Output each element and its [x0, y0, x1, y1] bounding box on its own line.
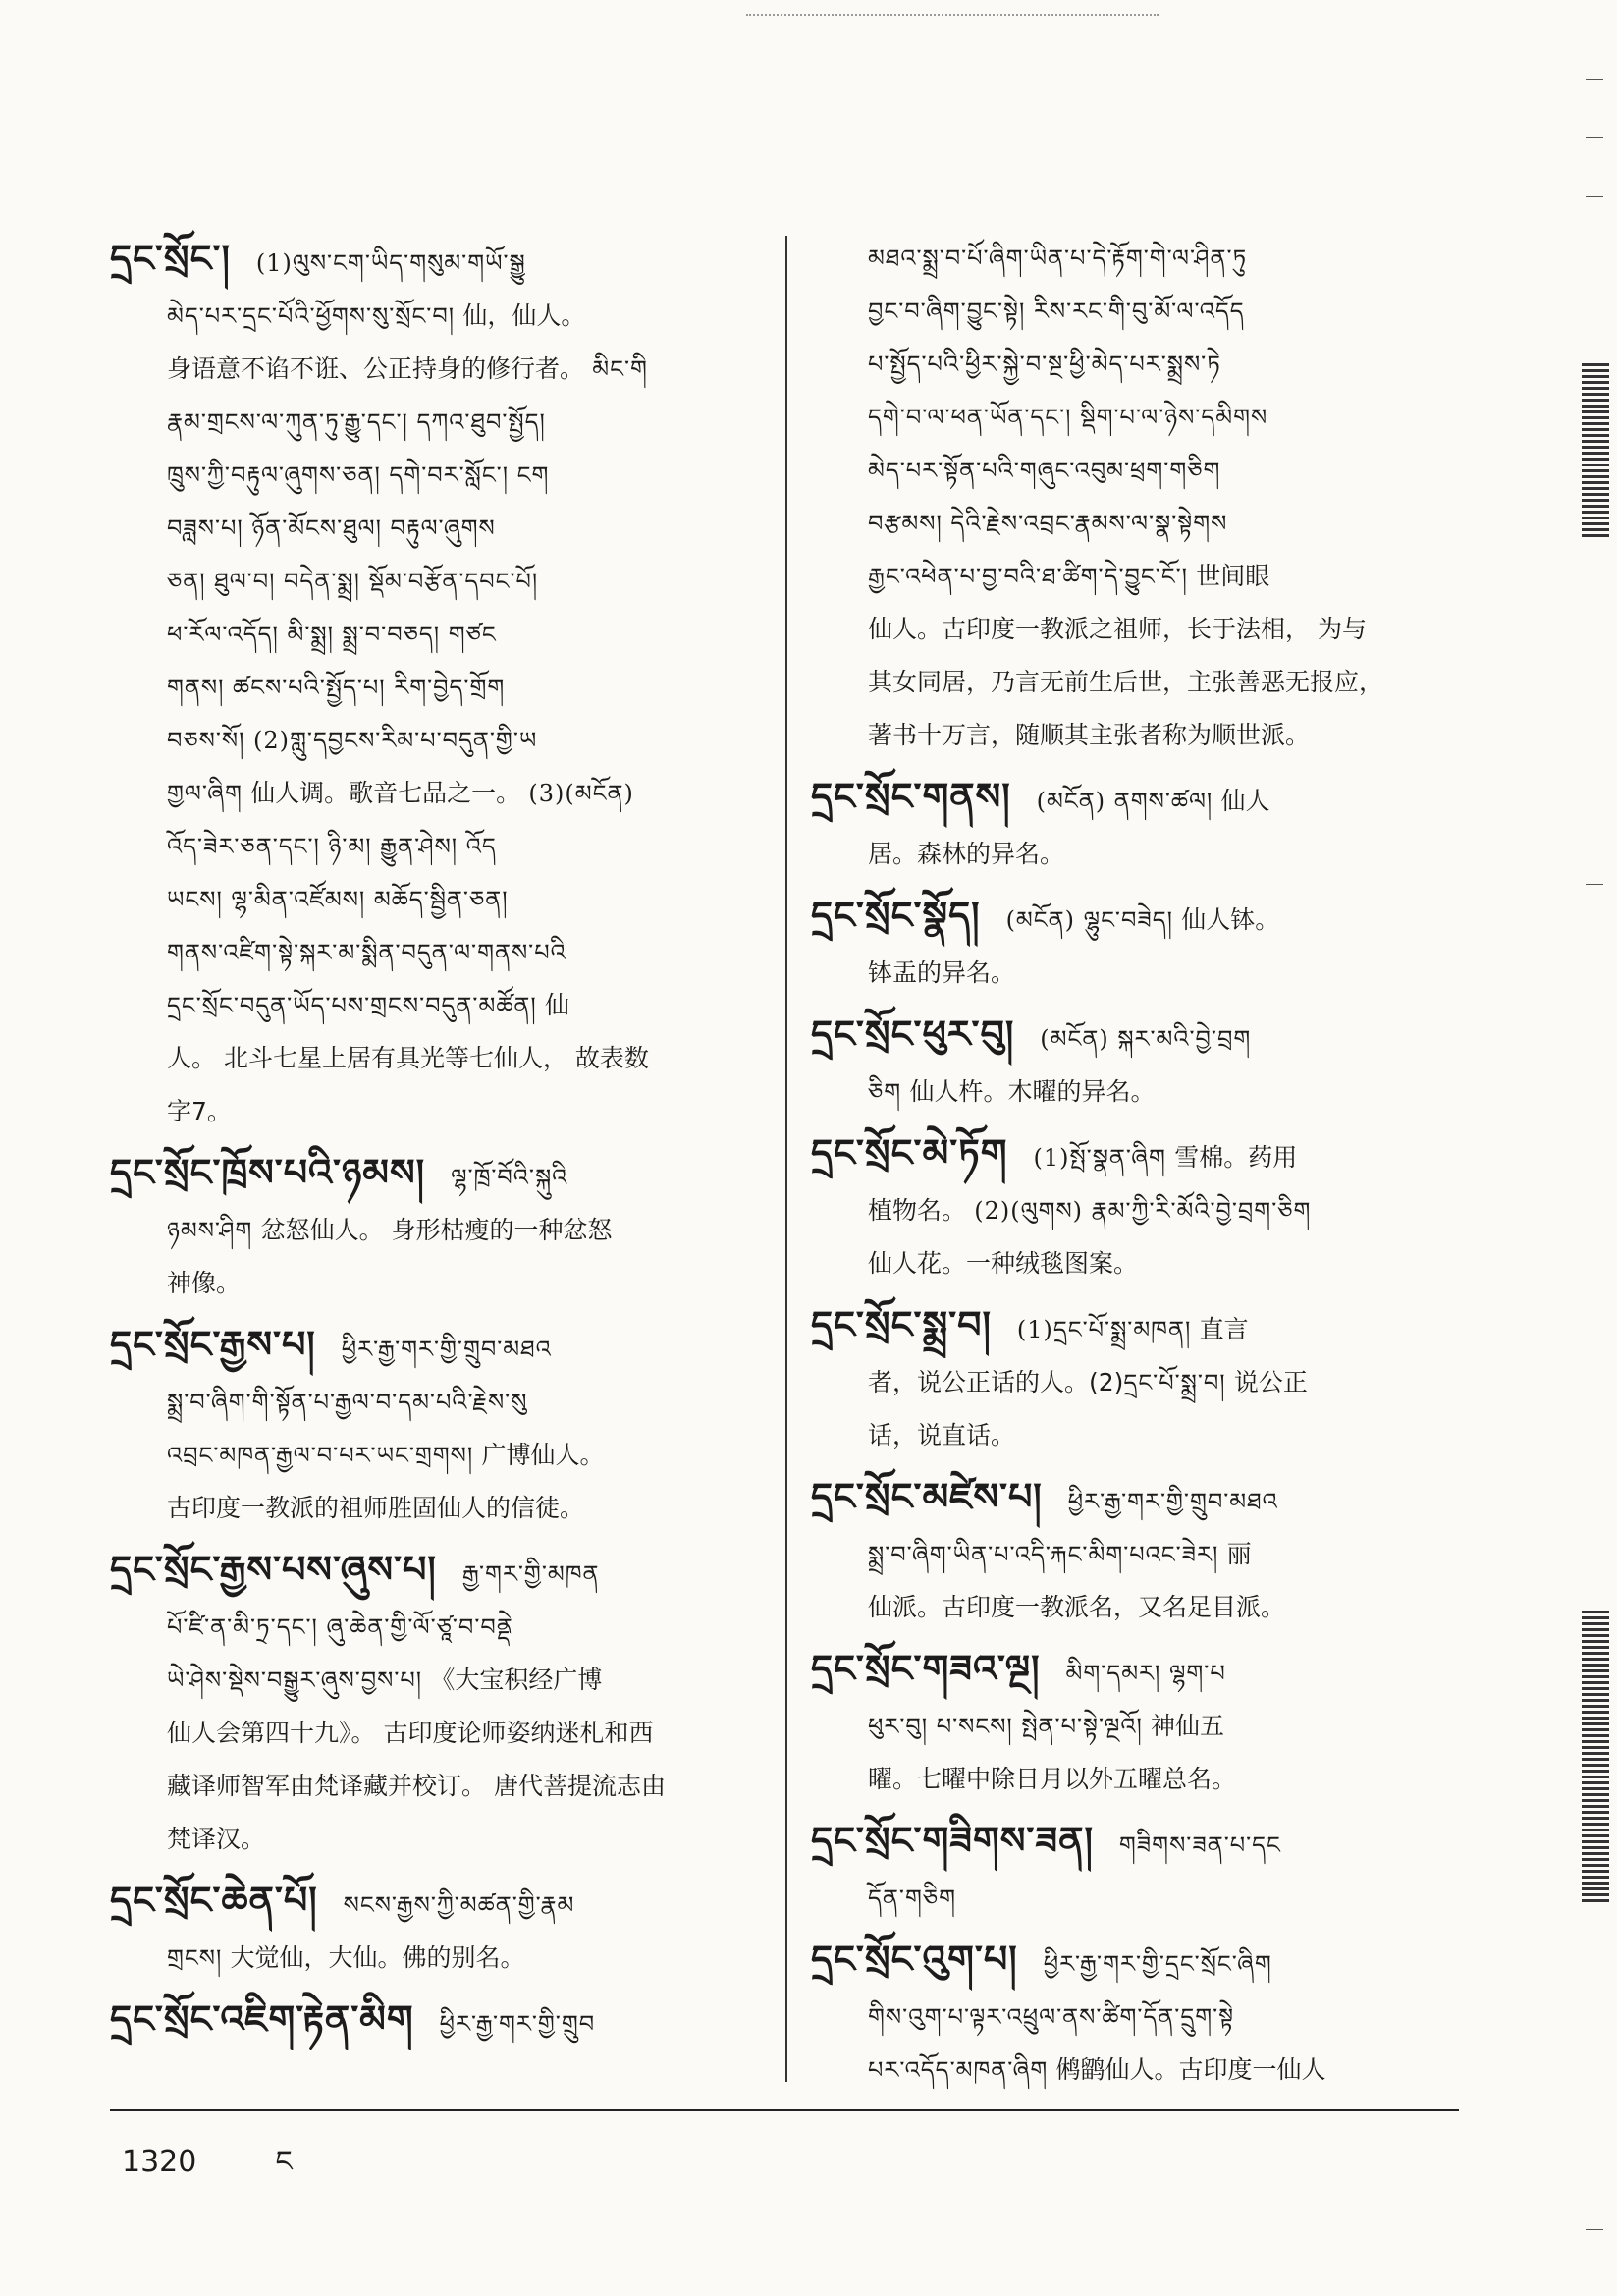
headword: དྲང་སྲོང་སྨྲ་བ། — [811, 1302, 992, 1346]
entry-sage-bowl — [811, 889, 1459, 1000]
definition-tibetan: (མངོན) སྐར་མའི་བྱེ་བྲག — [1040, 1025, 1252, 1053]
headword: དྲང་སྲོང་སྣོད། — [811, 893, 981, 937]
synonym-list: གནས། ཚངས་པའི་སྤྱོད་པ། རིག་བྱེད་གྲོག — [167, 674, 506, 701]
column-divider — [785, 236, 787, 2082]
definition-chinese: 藏译师智军由梵译藏并校订。 唐代菩提流志由 — [167, 1772, 666, 1800]
headword: དྲང་སྲོང་རྒྱས་པ། — [110, 1322, 316, 1366]
definition-tibetan: བཅས་སོ། (2)གླུ་དབྱངས་རིམ་པ་བདུན་གྱི་ཡ — [167, 727, 538, 754]
headword: དྲང་སྲོང་འཇིག་རྟེན་མིག — [110, 1996, 414, 2041]
definition-tibetan: སངས་རྒྱས་ཀྱི་མཚན་གྱི་རྣམ — [343, 1891, 575, 1919]
definition-tibetan: ཕྱིར་རྒྱ་གར་གྱི་གྲུབ་མཐའ — [1067, 1488, 1278, 1515]
definition-tibetan: ཕྱིར་རྒྱ་གར་གྱི་གྲུབ་མཐའ — [341, 1336, 552, 1363]
definition-tibetan: (1)ལུས་ངག་ཡིད་གསུམ་གཡོ་སྒྱུ — [255, 249, 526, 277]
edge-thumb-index — [1582, 1611, 1609, 1905]
definition-chinese: 仙，仙人。 — [462, 301, 586, 330]
edge-tick — [1586, 196, 1603, 197]
definition-tibetan: ལྷ་ཁྲོ་བོའི་སྐུའི — [451, 1164, 568, 1191]
definition-chinese: 居。森林的异名。 — [868, 840, 1065, 868]
edge-thumb-index — [1582, 363, 1609, 540]
entry-great-sage — [110, 1874, 766, 1985]
edge-tick — [1586, 79, 1603, 80]
definition-tibetan: ཅིག — [868, 1078, 902, 1106]
synonym-list: རྣམ་གྲངས་ལ་ཀུན་ཏུ་རྒྱུ་དང་། དཀའ་ཐུབ་སྤྱོད། — [167, 409, 546, 436]
definition-chinese: 古印度一教派的祖师胜固仙人的信徒。 — [167, 1494, 585, 1522]
entry-world-eye-sage — [110, 1993, 766, 2050]
synonym-list: ཅན། ཐུལ་བ། བདེན་སྨྲ། སྡོམ་བརྩོན་དབང་པོ། — [167, 568, 539, 595]
definition-tibetan: དྲང་པོ་སྨྲ་བ། — [1123, 1369, 1226, 1396]
headword: དྲང་སྲོང་ཕུར་བུ། — [811, 1011, 1015, 1056]
definition-chinese: 仙人杵。木曜的异名。 — [909, 1077, 1156, 1106]
definition-chinese: 仙人。古印度一教派之祖师，长于法相， 为与 — [868, 615, 1367, 643]
headword: དྲང་སྲོང་། — [110, 236, 231, 280]
definition-tibetan: ཕུར་བུ། པ་སངས། སྤེན་པ་སྟེ་ལྔའོ། — [868, 1713, 1143, 1740]
page-number: 1320 — [122, 2145, 197, 2179]
definition-chinese: 世间眼 — [1196, 562, 1270, 590]
edge-tick — [1586, 884, 1603, 885]
definition-chinese: 身语意不谄不诳、公正持身的修行者。 — [167, 355, 585, 383]
definition-chinese: 仙人花。一种绒毯图案。 — [868, 1249, 1139, 1278]
definition-chinese: 植物名。 — [868, 1196, 967, 1225]
headword: དྲང་སྲོང་འུག་པ། — [811, 1937, 1018, 1981]
left-column — [110, 232, 766, 2058]
definition-chinese: 仙 — [545, 991, 570, 1019]
scan-top-artifact — [746, 14, 1159, 16]
headword: དྲང་སྲོང་གཟིགས་ཟན། — [811, 1818, 1094, 1862]
definition-chinese: 人。 北斗七星上居有具光等七仙人， 故表数 — [167, 1044, 649, 1072]
definition-tibetan: པོ་ཛི་ན་མི་ཏྲ་དང་། ཞུ་ཆེན་གྱི་ལོ་ཙཱ་བ་བནྡེ — [167, 1613, 513, 1641]
entry-sage-abode — [811, 770, 1459, 881]
definition-tibetan: གིས་འུག་པ་ལྟར་འཕྲུལ་ནས་ཚིག་དོན་དྲུག་སྟེ — [868, 2003, 1235, 2031]
definition-chinese: 《大宝积经广博 — [430, 1666, 603, 1694]
definition-chinese: 神像。 — [167, 1269, 242, 1297]
headword: དྲང་སྲོང་ཆེན་པོ། — [110, 1878, 318, 1922]
definition-tibetan: དགེ་བ་ལ་ཕན་ཡོན་དང་། སྡིག་པ་ལ་ཉེས་དམིགས — [868, 404, 1268, 431]
definition-tibetan: གྲངས། — [167, 1944, 223, 1972]
synonym-list: བཟླས་པ། ཉོན་མོངས་ཐུལ། བརྟུལ་ཞུགས — [167, 515, 496, 542]
definition-tibetan: པར་འདོད་མཁན་ཞིག — [868, 2056, 1049, 2084]
definition-chinese: 忿怒仙人。 身形枯瘦的一种忿怒 — [260, 1216, 613, 1244]
definition-tibetan: བརྩམས། དེའི་རྗེས་འབྲང་རྣམས་ལ་སྣ་སྟེགས — [868, 510, 1228, 537]
definition-chinese: 说公正 — [1233, 1368, 1308, 1396]
entry-sage-flower — [811, 1126, 1459, 1290]
definition-tibetan: (མངོན) ནགས་ཚལ། — [1036, 788, 1213, 815]
definition-tibetan: ཕྱིར་རྒྱ་གར་གྱི་གྲུབ — [439, 2010, 596, 2038]
definition-tibetan: པ་སྤྱོད་པའི་ཕྱིར་སྐྱེ་བ་སྔ་ཕྱི་མེད་པར་སྨྲས་ཏེ — [868, 351, 1221, 378]
definition-chinese: 仙人会第四十九》。 古印度论师姿纳迷札和西 — [167, 1719, 654, 1747]
synonym-list: ཁྲུས་ཀྱི་བརྟུལ་ཞུགས་ཅན། དགེ་བར་སློང་། ངག — [167, 462, 550, 489]
entry-sage-pestle — [811, 1008, 1459, 1119]
synonym-list: ཕ་རོལ་འདོད། མི་སྨྲ། སྨྲ་བ་བཅད། གཙང — [167, 621, 497, 648]
headword: དྲང་སྲོང་མེ་ཏོག — [811, 1130, 1008, 1175]
definition-tibetan: ཡངས། ལྷ་མིན་འཛོམས། མཆོད་སྦྱིན་ཅན། — [167, 886, 509, 913]
entry-straight-speech — [811, 1298, 1459, 1462]
section-letter: ང — [275, 2145, 293, 2179]
definition-tibetan: ཉམས་ཤིག — [167, 1217, 253, 1244]
definition-tibetan: དོན་གཅིག — [868, 1885, 956, 1912]
definition-tibetan: སྨྲ་བ་ཞིག་ཡིན་པ་འདི་རྐང་མིག་པའང་ཟེར། — [868, 1541, 1219, 1568]
definition-tibetan: (མངོན) ལྷུང་བཟེད། — [1005, 906, 1173, 934]
definition-chinese: 著书十万言，随顺其主张者称为顺世派。 — [868, 721, 1311, 749]
definition-chinese: 鸺鹠仙人。古印度一仙人 — [1055, 2055, 1326, 2084]
definition-tibetan: བྱང་བ་ཞིག་བྱུང་སྟེ། རིས་རང་གི་བུ་མོ་ལ་འདོད — [868, 298, 1245, 325]
entry-five-planets — [811, 1642, 1459, 1806]
definition-tibetan: (1)སྤོ་སྣན་ཞིག — [1033, 1144, 1166, 1172]
definition-chinese: 丽 — [1226, 1540, 1252, 1568]
definition-tibetan: ཡེ་ཤེས་སྡེས་བསྒྱུར་ཞུས་བྱས་པ། — [167, 1667, 423, 1694]
definition-chinese: 其女同居，乃言无前生后世，主张善恶无报应， — [868, 668, 1384, 696]
entry-beautiful-sage — [811, 1470, 1459, 1634]
definition-tibetan: འབྲང་མཁན་རྒྱལ་བ་པར་ཡང་གྲགས། — [167, 1442, 474, 1469]
definition-tibetan: རྒྱང་འཕེན་པ་བྱ་བའི་ཐ་ཚིག་དེ་བྱུང་ངོ་། — [868, 563, 1188, 590]
definition-chinese: 仙人调。歌音七品之一。 — [250, 779, 521, 807]
definition-chinese: 仙派。古印度一教派名，又名足目派。 — [868, 1593, 1286, 1621]
definition-tibetan: རྒྱ་གར་གྱི་མཁན — [461, 1560, 600, 1588]
definition-chinese: 字7。 — [167, 1097, 232, 1125]
entry-vast-sage — [110, 1318, 766, 1535]
definition-chinese: 曜。七曜中除日月以外五曜总名。 — [868, 1765, 1237, 1793]
definition-chinese: 广博仙人。 — [481, 1441, 605, 1469]
definition-tibetan: སྨྲ་བ་ཞིག་གི་སྟོན་པ་རྒྱལ་བ་དམ་པའི་རྗེས་སུ — [167, 1389, 528, 1416]
definition-tibetan: མིང་གི — [592, 355, 648, 383]
definition-tibetan: གྱལ་ཞིག — [167, 780, 243, 807]
definition-tibetan: གནས་འཛིག་སྟེ་སྐར་མ་སྨིན་བདུན་ལ་གནས་པའི — [167, 939, 566, 966]
scan-edge-marks — [1582, 39, 1611, 2288]
headword: དྲང་སྲོང་མཛེས་པ། — [811, 1474, 1043, 1518]
definition-tibetan: མེད་པར་དྲང་པོའི་ཕྱོགས་སུ་སྲོང་བ། — [167, 302, 456, 330]
edge-tick — [1586, 2229, 1603, 2230]
definition-chinese: 梵译汉。 — [167, 1825, 266, 1853]
headword: དྲང་སྲོང་གནས། — [811, 774, 1011, 818]
definition-tibetan: དྲང་སྲོང་བདུན་ཡོད་པས་གྲངས་བདུན་མཚོན། — [167, 992, 537, 1019]
definition-chinese: 直言 — [1199, 1315, 1249, 1343]
definition-chinese: 仙人 — [1220, 787, 1270, 815]
footer-rule — [110, 2109, 1459, 2111]
definition-tibetan: གཟིགས་ཟན་པ་དང — [1118, 1831, 1281, 1859]
definition-chinese: 仙人钵。 — [1181, 905, 1280, 934]
definition-chinese: 话，说直话。 — [868, 1421, 1016, 1449]
edge-tick — [1586, 137, 1603, 138]
headword: དྲང་སྲོང་ཁྲོས་པའི་ཉམས། — [110, 1150, 426, 1194]
definition-chinese: 神仙五 — [1151, 1712, 1225, 1740]
entry-angry-sage — [110, 1146, 766, 1310]
entry-vast-sage-sutra — [110, 1543, 766, 1866]
definition-chinese: 钵盂的异名。 — [868, 958, 1016, 987]
entry-drang-srong — [110, 232, 766, 1138]
entry-owl-sage — [811, 1933, 1459, 2097]
definition-chinese: 大觉仙，大仙。佛的别名。 — [230, 1943, 525, 1972]
entry-world-eye-sage-continued — [811, 232, 1459, 762]
definition-tibetan: མེད་པར་སྟོན་པའི་གཞུང་འབུམ་ཕྲག་གཅིག — [868, 457, 1221, 484]
definition-tibetan: (1)དྲང་པོ་སྨྲ་མཁན། — [1016, 1316, 1192, 1343]
page-footer — [122, 2129, 371, 2212]
definition-chinese: 雪棉。药用 — [1174, 1143, 1298, 1172]
headword: དྲང་སྲོང་རྒྱས་པས་ཞུས་པ། — [110, 1547, 437, 1591]
definition-tibetan: འོད་ཟེར་ཅན་དང་། ཉི་མ། རྒྱུན་ཤེས། འོད — [167, 833, 497, 860]
headword: དྲང་སྲོང་གཟའ་ལྔ། — [811, 1646, 1041, 1690]
definition-tibetan: མཐའ་སྨྲ་བ་པོ་ཞིག་ཡིན་པ་དེ་རྟོག་གེ་ལ་ཤིན་ཏུ — [868, 245, 1248, 272]
definition-tibetan: (2)(ལུགས) རྣམ་ཀྱི་རི་མོའི་བྱེ་བྲག་ཅིག — [974, 1197, 1312, 1225]
entry-sage-gzigs-zan — [811, 1814, 1459, 1925]
definition-tibetan: མིག་དམར། ལྷག་པ — [1065, 1660, 1226, 1687]
sense-marker: (3)(མངོན) — [528, 780, 634, 807]
definition-chinese: 者，说公正话的人。(2) — [868, 1368, 1124, 1396]
definition-tibetan: ཕྱིར་རྒྱ་གར་གྱི་དྲང་སྲོང་ཞིག — [1043, 1950, 1272, 1978]
right-column — [811, 232, 1459, 2105]
